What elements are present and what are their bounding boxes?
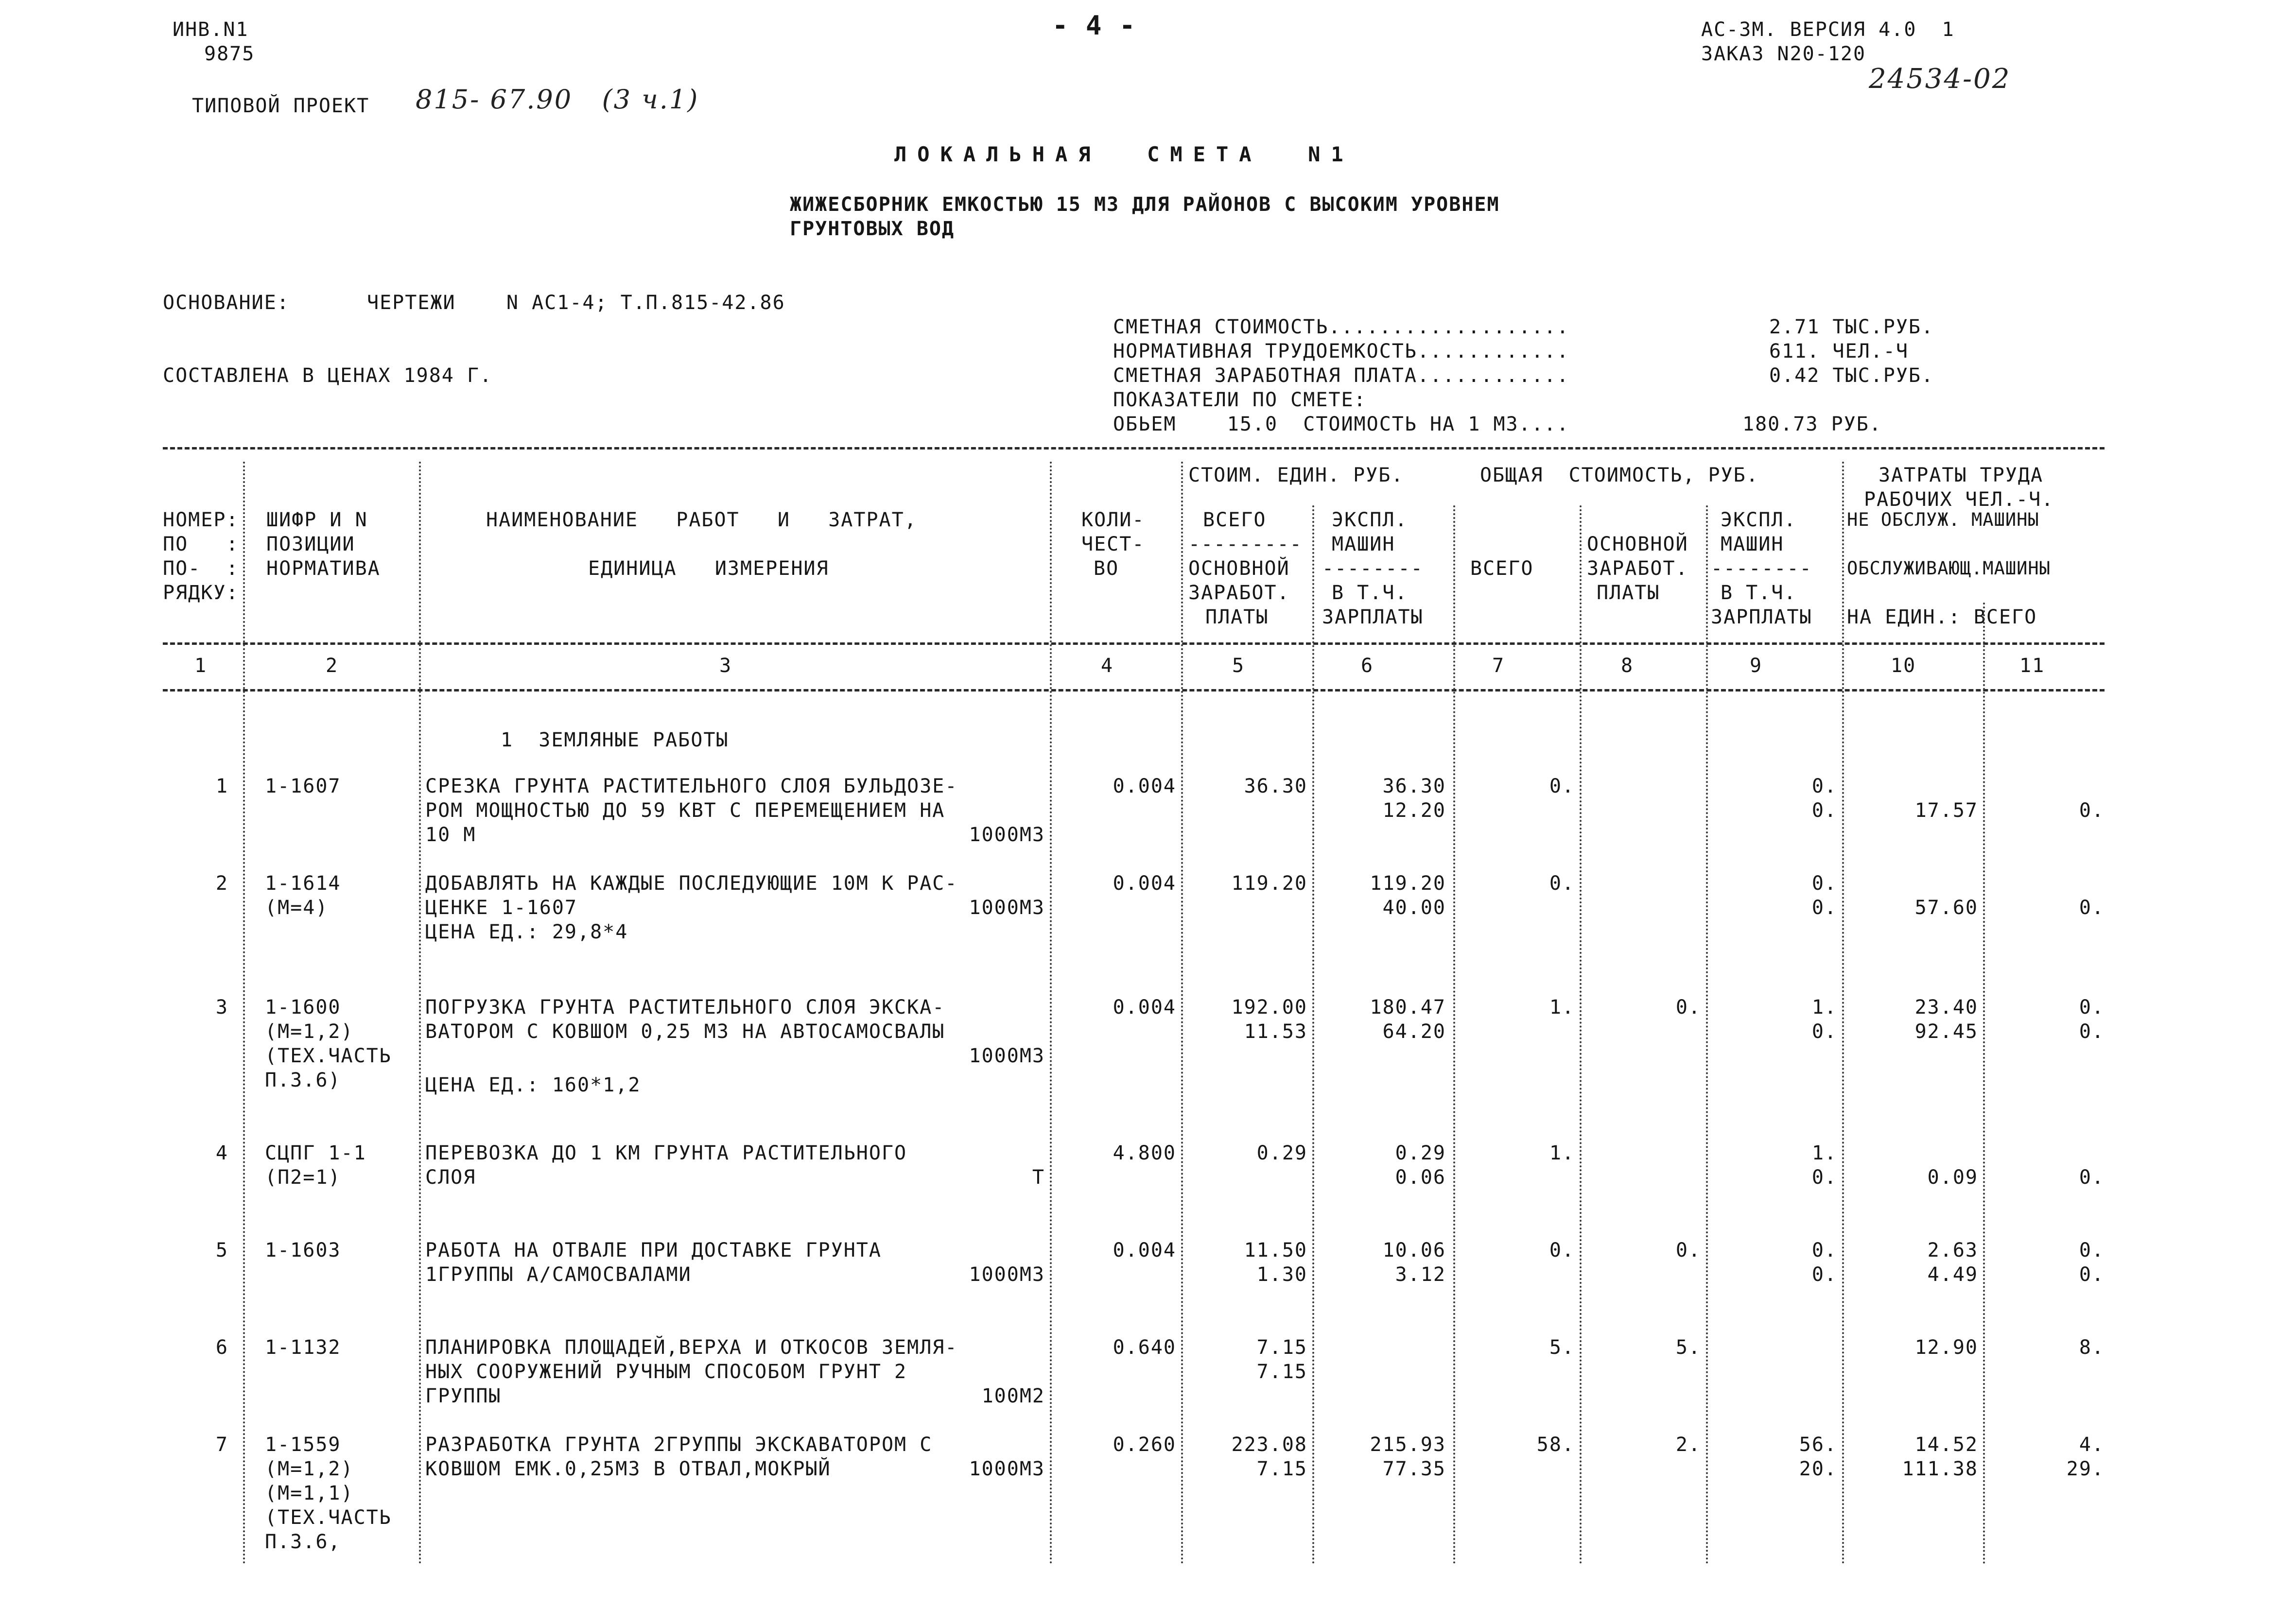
column-number: 9 xyxy=(1750,655,1763,677)
row-unit: 1000М3 xyxy=(969,1458,1045,1480)
row-total-machine-wages: 0. xyxy=(1811,1020,1837,1043)
row-unit-cost-machines: 36.30 xyxy=(1382,775,1446,797)
row-code: (М=1,2) xyxy=(265,1020,354,1043)
page-number: - 4 - xyxy=(1052,10,1136,41)
row-code: 1-1132 xyxy=(265,1336,341,1359)
header-col4: ВО xyxy=(1094,557,1119,580)
row-total-machines: 1. xyxy=(1811,996,1837,1019)
header-col9: ЗАРПЛАТЫ xyxy=(1711,606,1812,628)
header-labor: НА ЕДИН.: ВСЕГО xyxy=(1847,606,2037,628)
row-name: РОМ МОЩНОСТЬЮ ДО 59 КВТ С ПЕРЕМЕЩЕНИЕМ НА xyxy=(425,799,945,822)
header-total-cost: ОБЩАЯ СТОИМОСТЬ, РУБ. xyxy=(1480,464,1759,486)
subtitle-line-1: ЖИЖЕСБОРНИК ЕМКОСТЬЮ 15 М3 ДЛЯ РАЙОНОВ С ВЫСОКИМ УРОВНЕМ xyxy=(790,193,1500,216)
summary-label: СМЕТНАЯ ЗАРАБОТНАЯ ПЛАТА............ xyxy=(1113,364,1569,387)
row-total-cost: 1. xyxy=(1549,996,1575,1019)
summary-value: 0.42 ТЫС.РУБ. xyxy=(1769,364,1934,387)
row-labor-total-machines: 29. xyxy=(2066,1458,2105,1480)
row-unit-cost-machine-wages: 12.20 xyxy=(1382,799,1446,822)
row-total-machines: 0. xyxy=(1811,872,1837,895)
row-labor-total-machines: 0. xyxy=(2079,897,2105,919)
row-unit-cost-wages: 11.53 xyxy=(1244,1020,1307,1043)
row-number: 6 xyxy=(215,1336,228,1359)
row-unit-cost-total: 7.15 xyxy=(1256,1336,1307,1359)
column-number: 2 xyxy=(326,655,339,677)
header-col6: ЭКСПЛ. xyxy=(1332,509,1408,531)
header-col1: НОМЕР: xyxy=(163,509,239,531)
header-col5: ВСЕГО xyxy=(1203,509,1267,531)
row-name: ПЕРЕВОЗКА ДО 1 КМ ГРУНТА РАСТИТЕЛЬНОГО xyxy=(425,1142,907,1164)
row-total-cost: 0. xyxy=(1549,1239,1575,1261)
row-total-machines: 0. xyxy=(1811,1239,1837,1261)
header-col9: В Т.Ч. xyxy=(1721,582,1797,604)
handwritten-code: 24534-02 xyxy=(1869,63,2011,95)
table-rule-top xyxy=(163,447,2105,449)
row-name: РАБОТА НА ОТВАЛЕ ПРИ ДОСТАВКЕ ГРУНТА xyxy=(425,1239,882,1261)
row-unit-cost-wages: 7.15 xyxy=(1256,1361,1307,1383)
row-name: СЛОЯ xyxy=(425,1166,476,1189)
row-labor-total: 0. xyxy=(2079,1239,2105,1261)
row-labor-total: 8. xyxy=(2079,1336,2105,1359)
header-col8: ОСНОВНОЙ xyxy=(1587,533,1688,555)
row-number: 7 xyxy=(215,1434,228,1456)
row-unit-cost-machines: 180.47 xyxy=(1370,996,1446,1019)
row-total-cost: 0. xyxy=(1549,775,1575,797)
row-unit-cost-machine-wages: 0.06 xyxy=(1395,1166,1446,1189)
row-number: 3 xyxy=(215,996,228,1019)
header-col8: ЗАРАБОТ. xyxy=(1587,557,1688,580)
row-name: ПЛАНИРОВКА ПЛОЩАДЕЙ,ВЕРХА И ОТКОСОВ ЗЕМЛЯ- xyxy=(425,1336,958,1359)
row-code: П.3.6) xyxy=(265,1069,341,1091)
row-name: ПОГРУЗКА ГРУНТА РАСТИТЕЛЬНОГО СЛОЯ ЭКСКА- xyxy=(425,996,945,1019)
row-labor-total: 4. xyxy=(2079,1434,2105,1456)
row-total-cost: 0. xyxy=(1549,872,1575,895)
row-code: 1-1603 xyxy=(265,1239,341,1261)
header-col2: ПОЗИЦИИ xyxy=(266,533,355,555)
row-code: (М=1,2) xyxy=(265,1458,354,1480)
row-total-wages: 0. xyxy=(1675,1239,1701,1261)
row-total-machine-wages: 0. xyxy=(1811,1166,1837,1189)
header-col3-unit: ЕДИНИЦА ИЗМЕРЕНИЯ xyxy=(588,557,829,580)
row-unit: 1000М3 xyxy=(969,1045,1045,1067)
header-col1: ПО- : xyxy=(163,557,239,580)
row-total-wages: 2. xyxy=(1675,1434,1701,1456)
row-unit-cost-total: 223.08 xyxy=(1231,1434,1307,1456)
column-number: 3 xyxy=(719,655,732,677)
row-code: 1-1559 xyxy=(265,1434,341,1456)
column-number: 10 xyxy=(1891,655,1916,677)
row-name: СРЕЗКА ГРУНТА РАСТИТЕЛЬНОГО СЛОЯ БУЛЬДОЗЕ- xyxy=(425,775,958,797)
row-code: (ТЕХ.ЧАСТЬ xyxy=(265,1506,392,1529)
row-name: КОВШОМ ЕМК.0,25М3 В ОТВАЛ,МОКРЫЙ xyxy=(425,1458,831,1480)
row-unit: 1000М3 xyxy=(969,1263,1045,1286)
row-quantity: 0.004 xyxy=(1113,775,1176,797)
header-col9: МАШИН xyxy=(1721,533,1784,555)
row-code: 1-1614 xyxy=(265,872,341,895)
column-number: 8 xyxy=(1621,655,1634,677)
header-col2: ШИФР И N xyxy=(266,509,368,531)
row-total-cost: 1. xyxy=(1549,1142,1575,1164)
row-unit: 100М2 xyxy=(981,1385,1045,1407)
row-quantity: 0.260 xyxy=(1113,1434,1176,1456)
row-unit-cost-total: 11.50 xyxy=(1244,1239,1307,1261)
header-labor: ЗАТРАТЫ ТРУДА xyxy=(1879,464,2044,486)
row-code: 1-1600 xyxy=(265,996,341,1019)
row-unit-cost-machine-wages: 64.20 xyxy=(1382,1020,1446,1043)
row-unit-cost-machine-wages: 40.00 xyxy=(1382,897,1446,919)
row-unit-cost-machines: 10.06 xyxy=(1382,1239,1446,1261)
header-col9: ЭКСПЛ. xyxy=(1721,509,1797,531)
row-name: ВАТОРОМ С КОВШОМ 0,25 М3 НА АВТОСАМОСВАЛЫ xyxy=(425,1020,945,1043)
row-unit-cost-total: 36.30 xyxy=(1244,775,1307,797)
row-number: 1 xyxy=(215,775,228,797)
row-name: ГРУППЫ xyxy=(425,1385,502,1407)
row-labor-total-machines: 0. xyxy=(2079,1263,2105,1286)
program-version: АС-3М. ВЕРСИЯ 4.0 1 xyxy=(1701,18,1955,41)
row-unit-cost-machines: 119.20 xyxy=(1370,872,1446,895)
table-rule-bottom xyxy=(163,689,2105,691)
row-labor-total: 0. xyxy=(2079,996,2105,1019)
summary-label: НОРМАТИВНАЯ ТРУДОЕМКОСТЬ............ xyxy=(1113,340,1569,363)
row-number: 2 xyxy=(215,872,228,895)
row-total-wages: 5. xyxy=(1675,1336,1701,1359)
row-labor-per-unit: 12.90 xyxy=(1914,1336,1978,1359)
row-code: 1-1607 xyxy=(265,775,341,797)
row-quantity: 4.800 xyxy=(1113,1142,1176,1164)
table-rule-mid xyxy=(163,642,2105,645)
summary-value: 2.71 ТЫС.РУБ. xyxy=(1769,316,1934,338)
basis-value: ЧЕРТЕЖИ N АС1-4; Т.П.815-42.86 xyxy=(367,292,785,314)
column-divider xyxy=(1580,505,1582,1565)
row-code: (М=4) xyxy=(265,897,329,919)
row-labor-per-unit: 23.40 xyxy=(1914,996,1978,1019)
row-total-machines: 1. xyxy=(1811,1142,1837,1164)
row-total-machine-wages: 0. xyxy=(1811,799,1837,822)
subtitle-line-2: ГРУНТОВЫХ ВОД xyxy=(790,218,955,240)
header-col5: ОСНОВНОЙ xyxy=(1188,557,1290,580)
header-labor: НЕ ОБСЛУЖ. МАШИНЫ xyxy=(1847,509,2039,530)
row-labor-per-unit-machines: 57.60 xyxy=(1914,897,1978,919)
page-title: ЛОКАЛЬНАЯ СМЕТА N1 xyxy=(894,142,1354,166)
row-total-cost: 58. xyxy=(1536,1434,1575,1456)
row-quantity: 0.004 xyxy=(1113,872,1176,895)
column-divider xyxy=(243,462,245,1565)
header-col3-name: НАИМЕНОВАНИЕ РАБОТ И ЗАТРАТ, xyxy=(486,509,917,531)
header-col1: РЯДКУ: xyxy=(163,582,239,604)
header-col4: ЧЕСТ- xyxy=(1081,533,1145,555)
header-col6: МАШИН xyxy=(1332,533,1395,555)
row-labor-total-machines: 0. xyxy=(2079,799,2105,822)
row-unit-cost-total: 0.29 xyxy=(1256,1142,1307,1164)
header-col5: ЗАРАБОТ. xyxy=(1188,582,1290,604)
row-unit: Т xyxy=(1032,1166,1045,1189)
header-col7: ВСЕГО xyxy=(1470,557,1534,580)
row-unit-cost-total: 192.00 xyxy=(1231,996,1307,1019)
row-unit-cost-machine-wages: 3.12 xyxy=(1395,1263,1446,1286)
section-heading: 1 ЗЕМЛЯНЫЕ РАБОТЫ xyxy=(501,729,729,751)
inventory-label: ИНВ.N1 xyxy=(173,18,249,41)
row-total-cost: 5. xyxy=(1549,1336,1575,1359)
row-total-machine-wages: 0. xyxy=(1811,897,1837,919)
row-name: ЦЕНКЕ 1-1607 xyxy=(425,897,577,919)
row-unit-cost-total: 119.20 xyxy=(1231,872,1307,895)
column-number: 11 xyxy=(2019,655,2045,677)
row-labor-per-unit: 2.63 xyxy=(1927,1239,1978,1261)
header-col6: В Т.Ч. xyxy=(1332,582,1408,604)
row-name: НЫХ СООРУЖЕНИЙ РУЧНЫМ СПОСОБОМ ГРУНТ 2 xyxy=(425,1361,907,1383)
summary-label: ПОКАЗАТЕЛИ ПО СМЕТЕ: xyxy=(1113,389,1367,411)
column-divider xyxy=(1983,603,1985,1565)
summary-value: 180.73 РУБ. xyxy=(1742,413,1882,435)
header-col5: --------- xyxy=(1188,533,1303,555)
row-total-wages: 0. xyxy=(1675,996,1701,1019)
row-name: ДОБАВЛЯТЬ НА КАЖДЫЕ ПОСЛЕДУЮЩИЕ 10М К РАС- xyxy=(425,872,958,895)
row-labor-per-unit: 14.52 xyxy=(1914,1434,1978,1456)
header-labor: ОБСЛУЖИВАЮЩ.МАШИНЫ xyxy=(1847,558,2051,579)
row-code: (ТЕХ.ЧАСТЬ xyxy=(265,1045,392,1067)
order-number: ЗАКАЗ N20-120 xyxy=(1701,43,1866,65)
project-label: ТИПОВОЙ ПРОЕКТ xyxy=(192,95,370,117)
column-number: 5 xyxy=(1232,655,1245,677)
row-labor-total-machines: 0. xyxy=(2079,1020,2105,1043)
summary-value: 611. ЧЕЛ.-Ч xyxy=(1769,340,1909,363)
row-labor-per-unit-machines: 4.49 xyxy=(1927,1263,1978,1286)
row-name: РАЗРАБОТКА ГРУНТА 2ГРУППЫ ЭКСКАВАТОРОМ С xyxy=(425,1434,933,1456)
column-number: 4 xyxy=(1101,655,1114,677)
row-unit-cost-wages: 7.15 xyxy=(1256,1458,1307,1480)
summary-label: ОБЬЕМ 15.0 СТОИМОСТЬ НА 1 М3.... xyxy=(1113,413,1569,435)
header-col9: -------- xyxy=(1711,557,1812,580)
header-col6: ЗАРПЛАТЫ xyxy=(1322,606,1424,628)
inventory-number: 9875 xyxy=(204,43,255,65)
header-labor: РАБОЧИХ ЧЕЛ.-Ч. xyxy=(1864,488,2054,511)
header-col4: КОЛИ- xyxy=(1081,509,1145,531)
price-level: СОСТАВЛЕНА В ЦЕНАХ 1984 Г. xyxy=(163,364,493,387)
row-name: 10 М xyxy=(425,824,476,846)
column-divider xyxy=(419,462,421,1565)
column-divider xyxy=(1453,505,1455,1565)
row-quantity: 0.004 xyxy=(1113,1239,1176,1261)
row-quantity: 0.004 xyxy=(1113,996,1176,1019)
row-total-machines: 0. xyxy=(1811,775,1837,797)
row-unit-cost-machines: 0.29 xyxy=(1395,1142,1446,1164)
row-number: 4 xyxy=(215,1142,228,1164)
row-unit: 1000М3 xyxy=(969,897,1045,919)
row-unit: 1000М3 xyxy=(969,824,1045,846)
row-labor-per-unit-machines: 92.45 xyxy=(1914,1020,1978,1043)
row-unit-cost-machines: 215.93 xyxy=(1370,1434,1446,1456)
row-labor-per-unit-machines: 0.09 xyxy=(1927,1166,1978,1189)
column-number: 6 xyxy=(1361,655,1374,677)
row-total-machine-wages: 0. xyxy=(1811,1263,1837,1286)
column-number: 7 xyxy=(1492,655,1505,677)
row-total-machines: 56. xyxy=(1799,1434,1837,1456)
row-total-machine-wages: 20. xyxy=(1799,1458,1837,1480)
summary-label: СМЕТНАЯ СТОИМОСТЬ................... xyxy=(1113,316,1569,338)
row-unit-cost-machine-wages: 77.35 xyxy=(1382,1458,1446,1480)
row-price-note: ЦЕНА ЕД.: 29,8*4 xyxy=(425,921,628,943)
header-col6: -------- xyxy=(1322,557,1424,580)
row-unit-cost-wages: 1.30 xyxy=(1256,1263,1307,1286)
row-code: (М=1,1) xyxy=(265,1482,354,1504)
row-code: П.3.6, xyxy=(265,1531,341,1553)
row-name: 1ГРУППЫ А/САМОСВАЛАМИ xyxy=(425,1263,692,1286)
row-labor-per-unit-machines: 111.38 xyxy=(1902,1458,1978,1480)
row-code: (П2=1) xyxy=(265,1166,341,1189)
column-number: 1 xyxy=(194,655,208,677)
row-quantity: 0.640 xyxy=(1113,1336,1176,1359)
header-col2: НОРМАТИВА xyxy=(266,557,381,580)
header-col5: ПЛАТЫ xyxy=(1205,606,1269,628)
header-unit-cost: СТОИМ. ЕДИН. РУБ. xyxy=(1188,464,1404,486)
row-price-note: ЦЕНА ЕД.: 160*1,2 xyxy=(425,1074,641,1096)
row-labor-per-unit-machines: 17.57 xyxy=(1914,799,1978,822)
row-code: СЦПГ 1-1 xyxy=(265,1142,366,1164)
header-col1: ПО : xyxy=(163,533,239,555)
row-number: 5 xyxy=(215,1239,228,1261)
header-col8: ПЛАТЫ xyxy=(1597,582,1660,604)
project-number-handwritten: 815- 67.90 (3 ч.1) xyxy=(416,84,699,115)
basis-label: ОСНОВАНИЕ: xyxy=(163,292,290,314)
row-labor-total-machines: 0. xyxy=(2079,1166,2105,1189)
